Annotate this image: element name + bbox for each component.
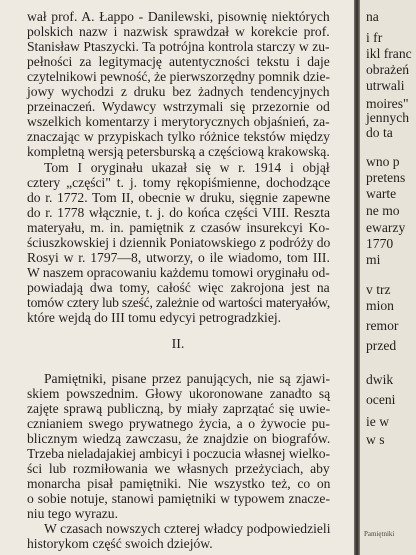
right-text-line: na bbox=[366, 9, 379, 24]
text-line: tomów cztery lub sześć, zależnie od wartości materyałów, bbox=[27, 295, 331, 310]
text-line: do r. 1778 włącznie, t. j. do końca części VIII. Reszta bbox=[27, 205, 331, 220]
section-heading: II. bbox=[171, 337, 185, 352]
text-line: niu tego wyrazu. bbox=[27, 506, 118, 521]
text-line: jowy wychodzi z druku bez żadnych tendencyjnych bbox=[27, 84, 330, 99]
text-line: Trzeba nieladajakiej ambicyi i poczucia własnej wielko- bbox=[27, 446, 330, 461]
right-text-line: ikl franc bbox=[366, 46, 412, 61]
text-line: które wejdą do III tomu edycyi petrogradzkiej. bbox=[27, 310, 282, 325]
text-line: pełności za legitymację autentyczności tekstu i daje bbox=[27, 54, 330, 69]
right-text-line: mion bbox=[366, 298, 394, 313]
text-line: zajęte sprawą publiczną, by miały zaprzątać się uwie- bbox=[27, 401, 331, 416]
text-line: wał prof. A. Łappo - Danilewski, pisownię niektórych bbox=[27, 9, 330, 24]
right-text-line: v trz bbox=[366, 282, 391, 297]
right-text-line: ne mo bbox=[366, 203, 400, 218]
right-text-line: i fr bbox=[366, 30, 383, 45]
text-line: ściuszkowskiej i dziennik Poniatowskiego z podróży do bbox=[27, 235, 331, 250]
text-line: znaczając w przypiskach tylko różnice tekstów między bbox=[27, 129, 330, 144]
text-line: o sobie notuje, stanowi pamiętniki w typowem znacze- bbox=[27, 491, 330, 506]
right-text-line: do ta bbox=[366, 125, 393, 140]
text-line: Tom I oryginału ukazał się w r. 1914 i objął bbox=[44, 160, 330, 175]
text-line: skiem powszednim. Głowy ukoronowane zanadto są bbox=[27, 386, 331, 401]
text-line: kompletną wersją petersburską a częściową krakowską. bbox=[27, 144, 330, 159]
right-text-line: przed bbox=[366, 338, 397, 353]
text-line: ści lub rozmiłowania we własnych przeżyciach, aby bbox=[27, 461, 330, 476]
text-line: W naszem opracowaniu każdemu tomowi oryginału od- bbox=[27, 265, 330, 280]
right-text-line: mi bbox=[366, 252, 381, 267]
right-text-line: moires" bbox=[366, 96, 409, 111]
text-line: czytelnikowi pewność, że pierwszorzędny pomnik dzie- bbox=[27, 69, 330, 84]
right-text-line: jennych bbox=[366, 110, 410, 125]
text-line: Rosyi w r. 1797—8, utworzy, o ile wiadomo, tom III. bbox=[27, 250, 330, 265]
text-line: Pamiętniki, pisane przez panujących, nie są zjawi- bbox=[44, 371, 331, 386]
right-text-line: ie w bbox=[366, 414, 390, 429]
right-text-line: oceni bbox=[366, 392, 396, 407]
text-line: wszelkich komentarzy i merytorycznych objaśnień, za- bbox=[27, 114, 330, 129]
text-line: cznianiem swego prywatnego życia, a o żywocie pu- bbox=[27, 416, 330, 431]
text-line: monarcha pisał pamiętniki. Nie wszystko też, co on bbox=[27, 476, 331, 491]
text-line: blicznym wiedzą zawczasu, że znajdzie on biografów. bbox=[27, 431, 331, 446]
text-line: historykom część swoich dziejów. bbox=[27, 536, 213, 551]
right-text-line: ewarzy bbox=[366, 220, 406, 235]
right-text-line: warte bbox=[366, 186, 397, 201]
right-text-line: 1770 bbox=[366, 236, 394, 251]
right-text-line: obrażeń bbox=[366, 62, 410, 77]
text-line: polskich nazw i nazwisk sprawdzał w korekcie prof. bbox=[27, 24, 330, 39]
text-line: W czasach nowszych czterej władcy podpowiedzieli bbox=[44, 521, 331, 536]
text-line: cztery „części" t. j. tomy rękopiśmienne, dochodzące bbox=[27, 175, 331, 190]
right-page bbox=[360, 0, 416, 555]
right-page-footer: Pamiętniki bbox=[364, 530, 395, 538]
text-line: Stanisław Ptaszycki. Ta potrójna kontrola starczy w zu- bbox=[27, 39, 330, 54]
right-text-line: remor bbox=[366, 318, 399, 333]
text-line: materyału, m. in. pamiętnik z czasów insurekcyi Ko- bbox=[27, 220, 330, 235]
text-line: powiadają dwa tomy, całość więc zakrojona jest na bbox=[27, 280, 330, 295]
right-text-line: wno p bbox=[366, 154, 400, 169]
right-text-line: utrwali bbox=[366, 78, 405, 93]
text-line: do r. 1772. Tom II, obecnie w druku, sięgnie zapewne bbox=[27, 190, 331, 205]
right-text-line: pretens bbox=[366, 170, 406, 185]
right-text-line: dwik bbox=[366, 372, 394, 387]
text-line: przeinaczeń. Wydawcy wstrzymali się przezornie od bbox=[27, 99, 330, 114]
right-text-line: w s bbox=[366, 432, 385, 447]
